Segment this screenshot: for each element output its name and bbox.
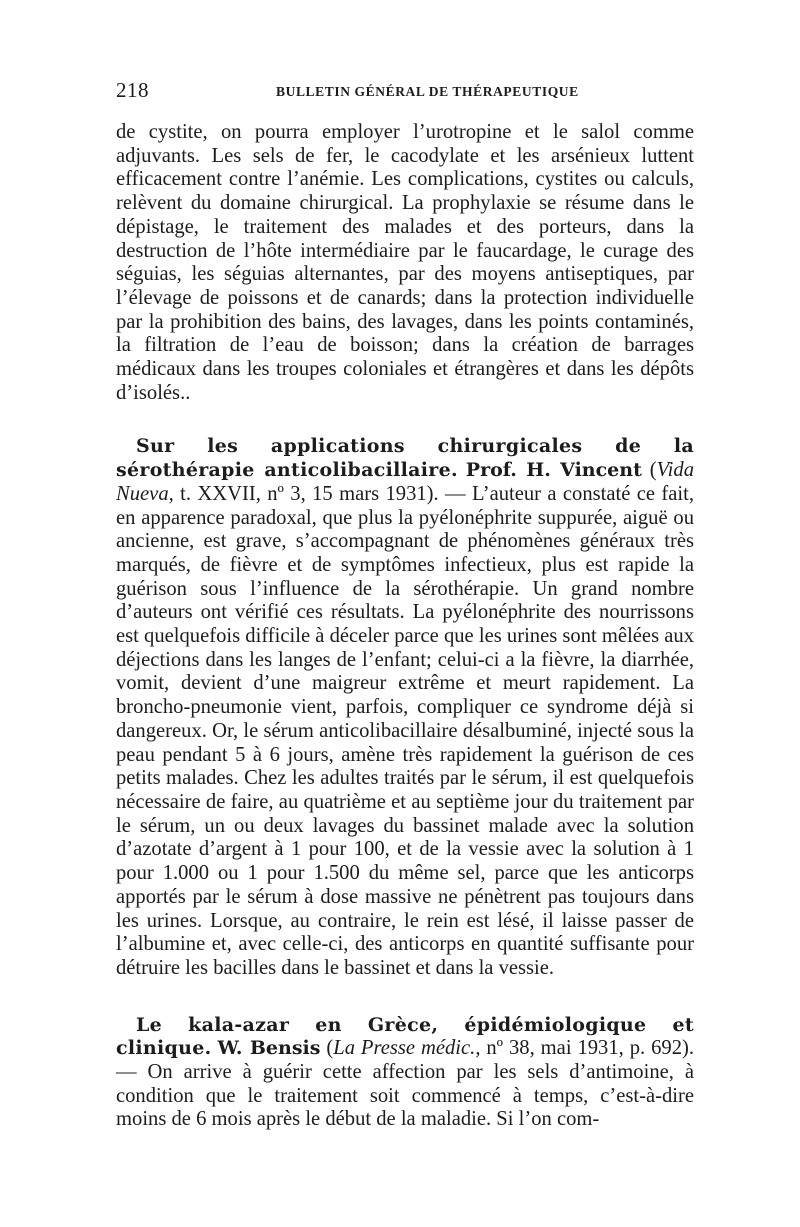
- page-header: [116, 78, 696, 102]
- article-author: W. Bensis: [217, 1037, 321, 1060]
- citation-details: , t. XXVII, nº 3, 15 mars 1931).: [168, 482, 439, 505]
- article-entry: [116, 435, 694, 980]
- continued-paragraph: de cystite, on pourra employer l’urotropine et le salol comme adjuvants. Les sels de fer, le cacodylate et les arsénieux luttent efficacement contre l’anémie. Les complications, cystites ou calculs, relèvent du domaine chirurgical. La prophylaxie se résume dans le dépistage, le traitement des malades et des porteurs, dans la destruction de l’hôte intermédiaire par le faucardage, le curage des séguias, les séguias alternantes, par des moyens antiseptiques, par l’élevage de poissons et de canards; dans la protection individuelle par la prohibition des bains, des lavages, dans les points contaminés, la filtration de l’eau de boisson; dans la création de barrages médicaux dans les troupes coloniales et étrangères et dans les dépôts d’isolés..: [116, 121, 694, 404]
- citation-open: (: [320, 1037, 334, 1060]
- article-author: Prof. H. Vincent: [465, 459, 642, 482]
- journal-name: Vida Nueva: [116, 459, 694, 505]
- citation-details: , nº 38, mai 1931, p. 692).: [475, 1037, 694, 1060]
- article-title: Sur les applications chirurgicales de la sérothérapie anticolibacillaire.: [116, 435, 694, 482]
- article-title: Le kala-azar en Grèce, épidémiologique et clinique.: [116, 1013, 694, 1060]
- article-entry: [116, 1014, 694, 1133]
- article-body: — L’auteur a constaté ce fait, en apparence paradoxal, que plus la pyélonéphrite suppurée, aiguë ou ancienne, est grave, s’accompagnant de phénomènes généraux très marqués, de fièvre et de symptômes infectieux, plus est rapide la guérison sous l’influence de la sérothérapie. Un grand nombre d’auteurs ont vérifié ces résultats. La pyélonéphrite des nourrissons est quelquefois difficile à déceler parce que les urines sont mêlées aux déjections dans les langes de l’enfant; celui-ci a la fièvre, la diarrhée, vomit, devient d’une maigreur extrême et meurt rapidement. La broncho-pneumonie vient, parfois, compliquer ce syndrome déjà si dangereux. Or, le sérum anticolibacillaire désalbuminé, injecté sous la peau pendant 5 à 6 jours, amène très rapidement la guérison de ces petits malades. Chez les adultes traités par le sérum, il est quelquefois nécessaire de faire, au quatrième et au septième jour du traitement par le sérum, un ou deux lavages du bassinet malade avec la solution d’azotate d’argent à 1 pour 100, et de la vessie avec la solution à 1 pour 1.000 ou 1 pour 1.500 du même sel, parce que les anticorps apportés par le sérum à dose massive ne pénètrent pas toujours dans les urines. Lorsque, au contraire, le rein est lésé, il laisse passer de l’albumine et, avec celle-ci, des anticorps en quantité suffisante pour détruire les bacilles dans le bassinet et dans la vessie.: [116, 482, 694, 979]
- page-body: [116, 121, 694, 1132]
- article-body: — On arrive à guérir cette affection par les sels d’antimoine, à condition que le traitement soit commencé à temps, c’est-à-dire moins de 6 mois après le début de la maladie. Si l’on com-: [116, 1061, 694, 1131]
- running-title: BULLETIN GÉNÉRAL DE THÉRAPEUTIQUE: [276, 84, 579, 99]
- citation-open: (: [641, 459, 657, 482]
- journal-name: La Presse médic.: [333, 1037, 476, 1060]
- page-number: 218: [116, 78, 149, 102]
